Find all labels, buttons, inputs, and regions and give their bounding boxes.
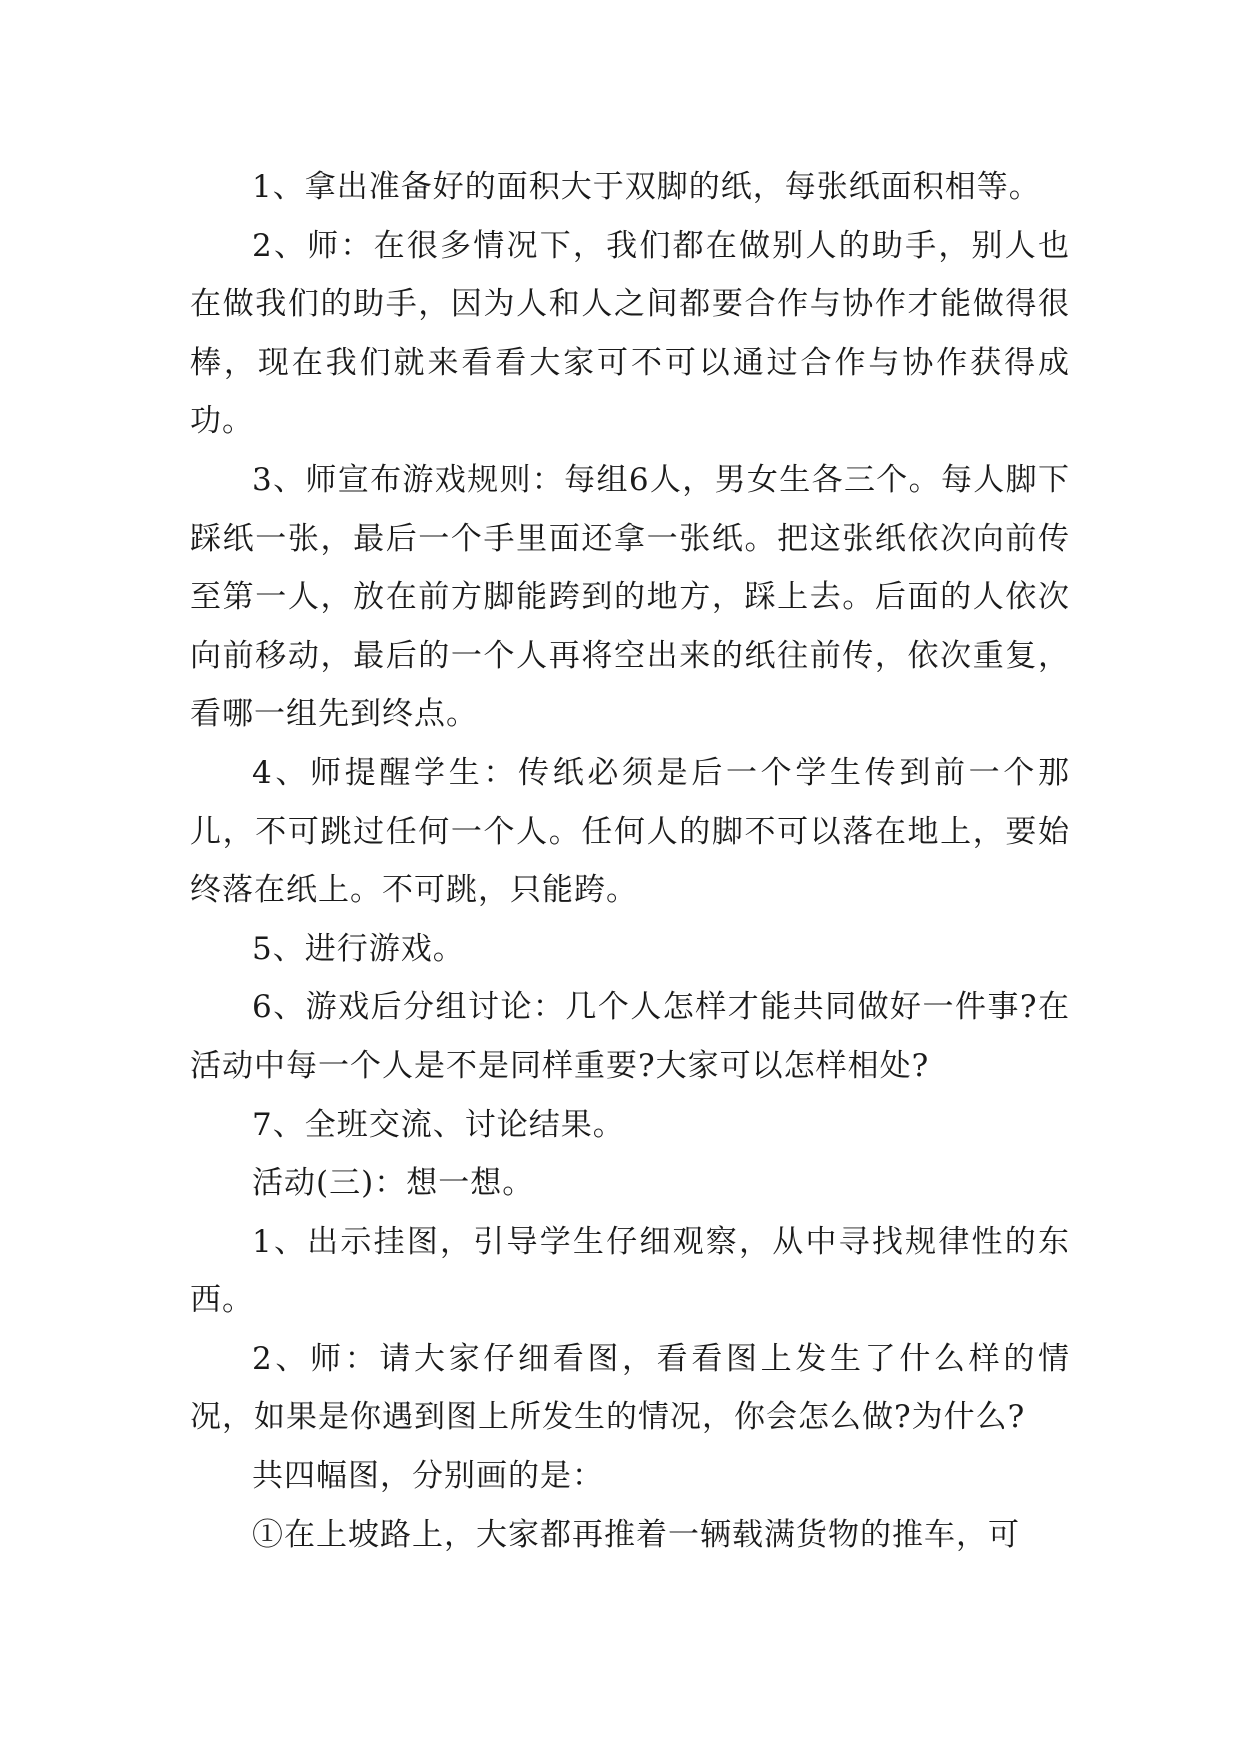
paragraph-four-pictures: 共四幅图，分别画的是： xyxy=(252,1458,604,1495)
section-heading-activity-3: 活动(三)：想一想。 xyxy=(252,1165,535,1202)
paragraph-step-3-rules: 3、师宣布游戏规则：每组6人，男女生各三个。每人脚下踩纸一张，最后一个手里面还拿一张纸。把这张纸依次向前传至第一人，放在前方脚能跨到的地方，踩上去。后面的人依次向前移动，最后的一个人再将空出来的纸往前传，依次重复，看哪一组先到终点。 xyxy=(190,461,1070,733)
paragraph-activity3-step-2: 2、师：请大家仔细看图，看看图上发生了什么样的情况，如果是你遇到图上所发生的情况，你会怎么做?为什么? xyxy=(190,1340,1070,1436)
paragraph-step-1: 1、拿出准备好的面积大于双脚的纸，每张纸面积相等。 xyxy=(252,169,1041,205)
paragraph-activity3-step-1: 1、出示挂图，引导学生仔细观察，从中寻找规律性的东西。 xyxy=(190,1223,1070,1319)
paragraph-picture-1: ①在上坡路上，大家都再推着一辆载满货物的推车，可 xyxy=(252,1516,1020,1553)
paragraph-step-5: 5、进行游戏。 xyxy=(252,930,465,967)
document-body xyxy=(190,158,1070,1564)
paragraph-step-6-discussion: 6、游戏后分组讨论：几个人怎样才能共同做好一件事?在活动中每一个人是不是同样重要?大家可以怎样相处? xyxy=(190,989,1070,1084)
paragraph-step-4-reminder: 4、师提醒学生：传纸必须是后一个学生传到前一个那儿，不可跳过任何一个人。任何人的脚不可以落在地上，要始终落在纸上。不可跳，只能跨。 xyxy=(190,754,1070,909)
paragraph-step-7: 7、全班交流、讨论结果。 xyxy=(252,1106,625,1143)
paragraph-step-2: 2、师：在很多情况下，我们都在做别人的助手，别人也在做我们的助手，因为人和人之间都要合作与协作才能做得很棒，现在我们就来看看大家可不可以通过合作与协作获得成功。 xyxy=(190,227,1070,440)
